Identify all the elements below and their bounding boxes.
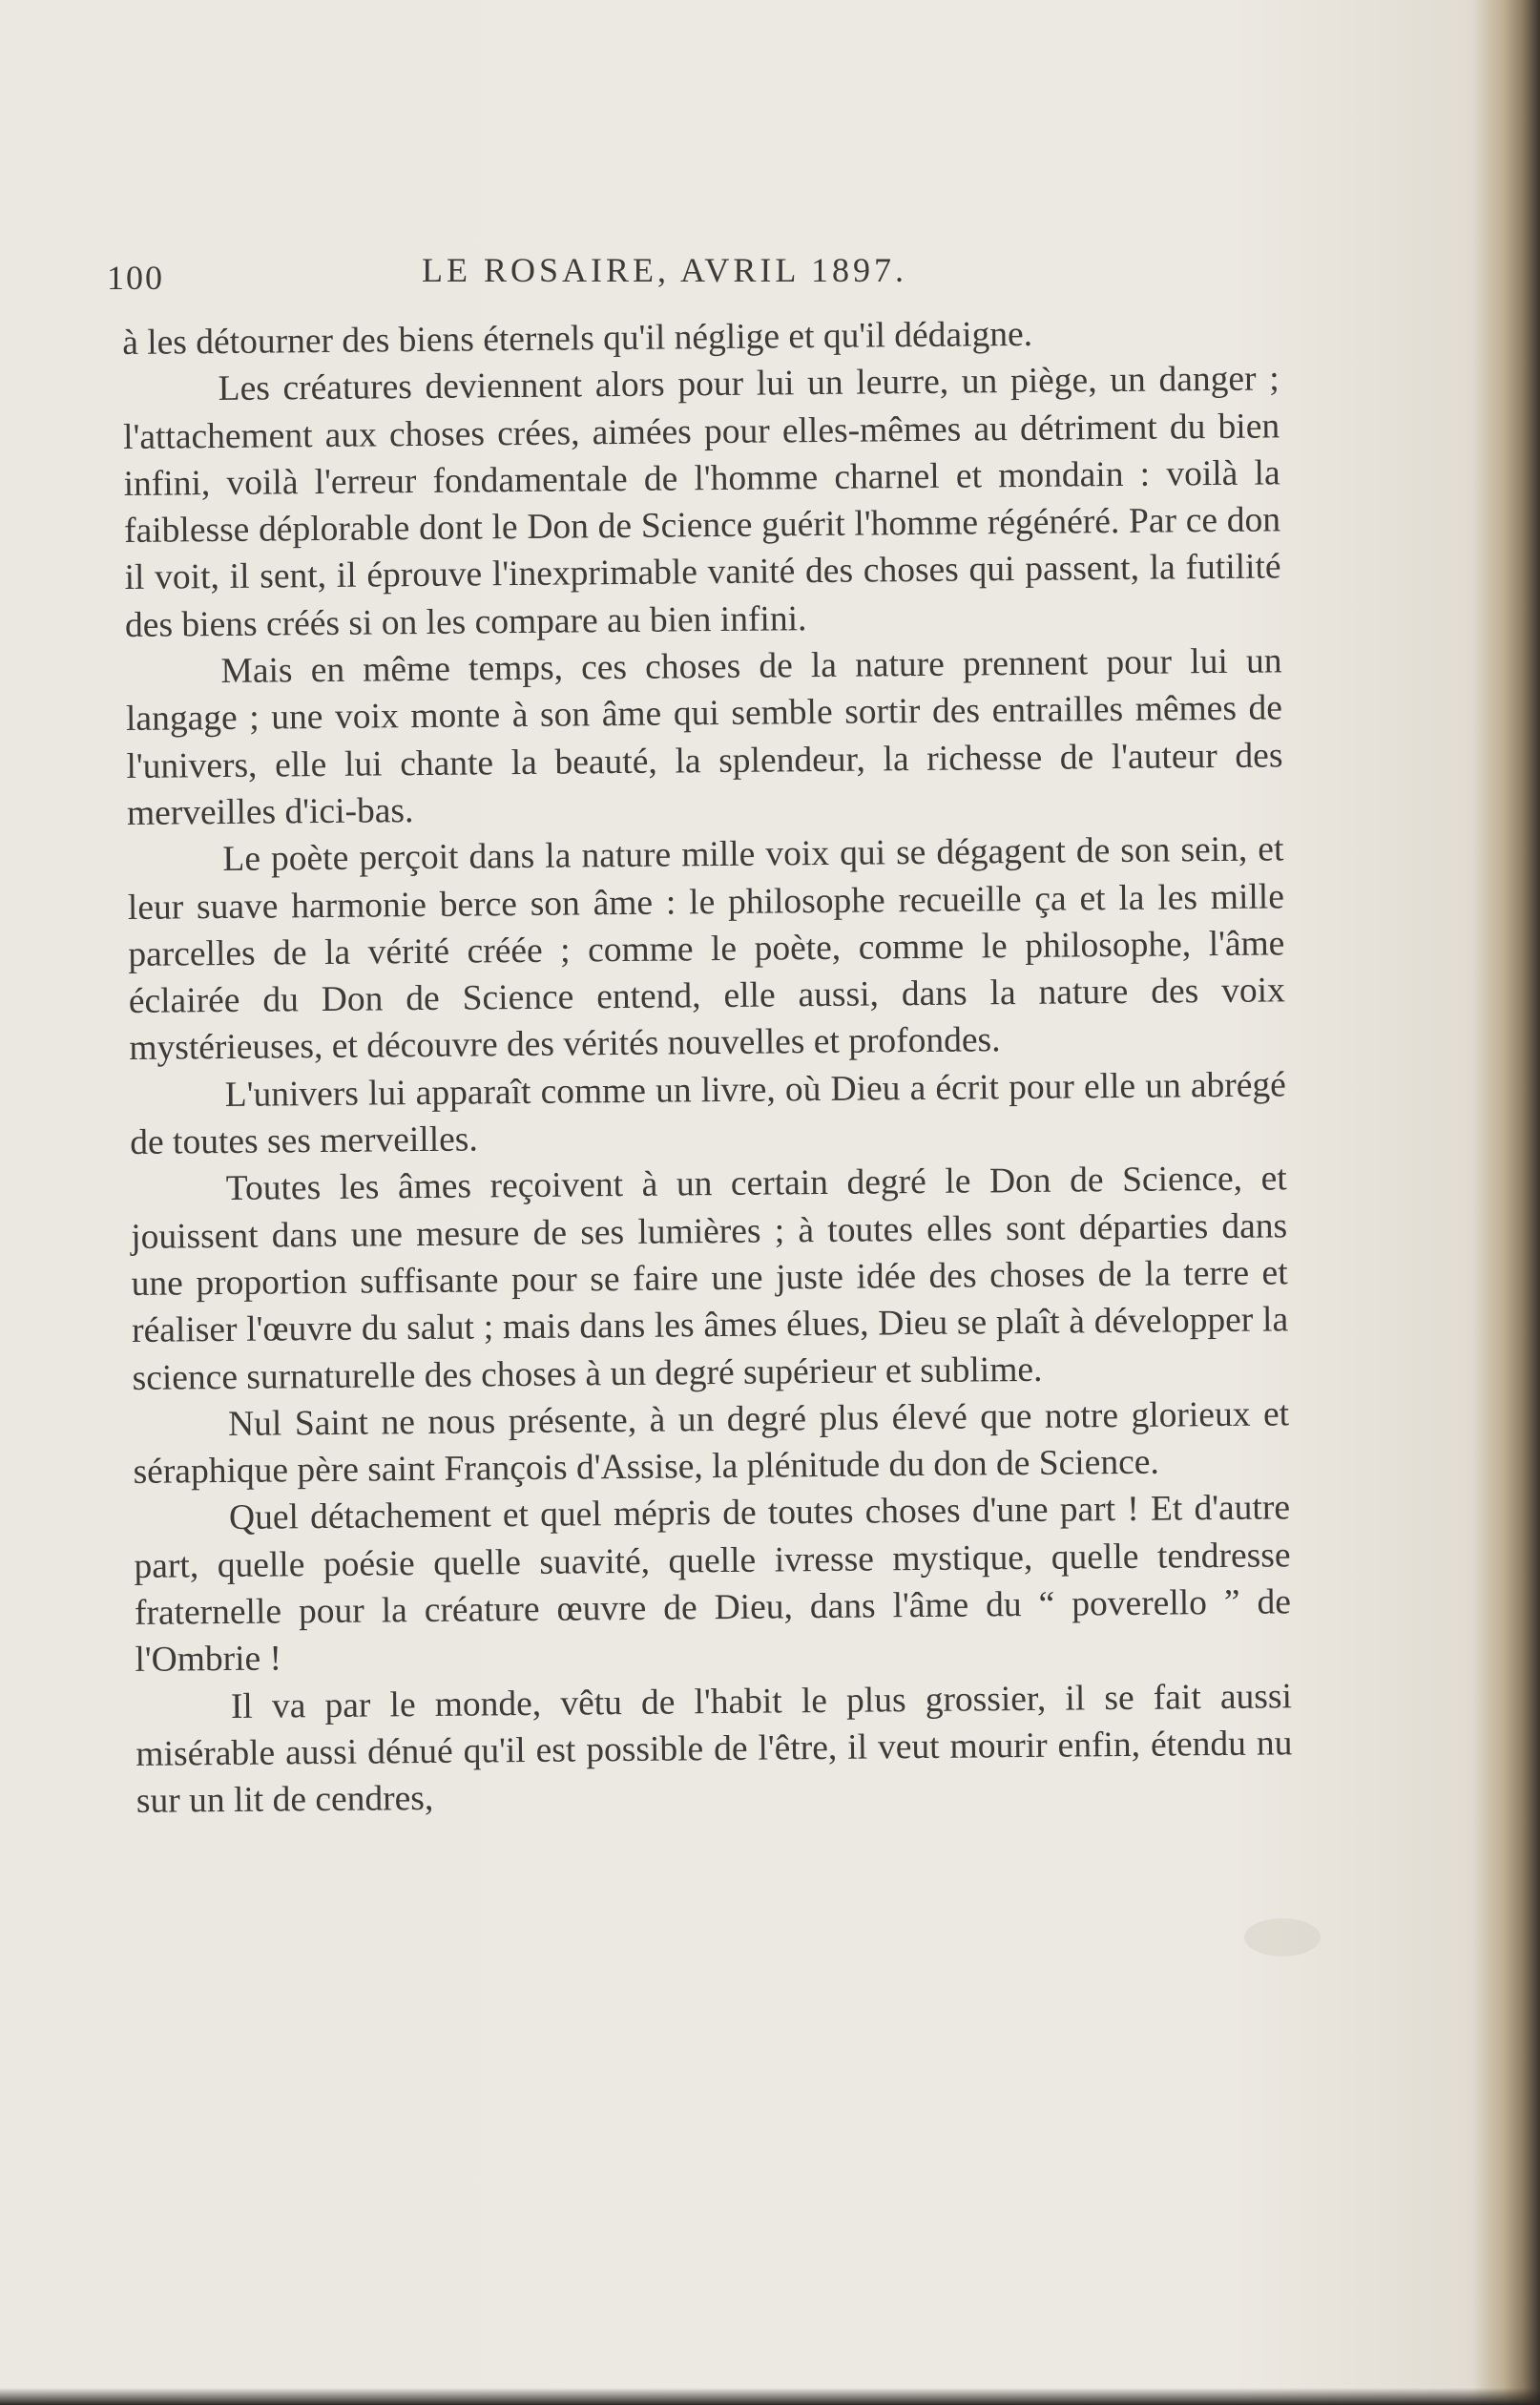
running-title: LE ROSAIRE, AVRIL 1897. — [422, 251, 908, 289]
paragraph-3: Mais en même temps, ces choses de la nature prennent pour lui un langage ; une voix monte à son âme qui semble sortir des entrailles mêmes de l'univers, elle lui chante la beauté, la splendeur, la richesse de l'auteur des merveilles d'ici-bas. — [125, 641, 1283, 833]
paragraph-7: Nul Saint ne nous présente, à un degré plus élevé que notre glorieux et séraphique père saint François d'Assise, la plénitude du don de Science. — [133, 1394, 1290, 1493]
paragraph-9: Il va par le monde, vêtu de l'habit le plus grossier, il se fait aussi misérable aussi dénué qu'il est possible de l'être, il veut mourir enfin, étendu nu sur un lit de cendres, — [135, 1676, 1293, 1822]
running-header — [107, 250, 1290, 298]
paragraph-1: à les détourner des biens éternels qu'il néglige et qu'il dédaigne. — [122, 314, 1033, 363]
paper-stain — [1244, 1918, 1321, 1956]
page-gutter-shadow — [1473, 0, 1540, 2405]
paragraph-2: Les créatures deviennent alors pour lui un leurre, un piège, un danger ; l'attachement aux choses crées, aimées pour elles-mêmes au détriment du bien infini, voilà l'erreur fondamentale de l'homme charnel et mondain : voilà la faiblesse déplorable dont le Don de Science guérit l'homme régénéré. Par ce don il voit, il sent, il éprouve l'inexprimable vanité des choses qui passent, la futilité des biens créés si on les compare au bien infini. — [122, 359, 1281, 645]
paragraph-5: L'univers lui apparaît comme un livre, où Dieu a écrit pour elle un abrégé de toutes ses merveilles. — [130, 1065, 1286, 1163]
body-text — [122, 308, 1293, 1825]
paragraph-4: Le poète perçoit dans la nature mille voix qui se dégagent de son sein, et leur suave harmonie berce son âme : le philosophe recueille ça et la les mille parcelles de la vérité créée ; comme le poète, comme le philosophe, l'âme éclairée du Don de Science entend, elle aussi, dans la nature des voix mystérieuses, et découvre des vérités nouvelles et profondes. — [127, 829, 1286, 1069]
paragraph-6: Toutes les âmes reçoivent à un certain degré le Don de Science, et jouissent dans une mesure de ses lumières ; à toutes elles sont départies dans une proportion suffisante pour se faire une juste idée des choses de la terre et réaliser l'œuvre du salut ; mais dans les âmes élues, Dieu se plaît à développer la science surnaturelle des choses à un degré supérieur et sublime. — [131, 1159, 1289, 1398]
page-number: 100 — [107, 259, 164, 297]
paragraph-8: Quel détachement et quel mépris de toutes choses d'une part ! Et d'autre part, quelle poésie quelle suavité, quelle ivresse mystique, quelle tendresse fraternelle pour la créature œuvre de Dieu, dans l'âme du “ poverello ” de l'Ombrie ! — [134, 1488, 1292, 1681]
page-bottom-edge — [0, 2388, 1540, 2405]
